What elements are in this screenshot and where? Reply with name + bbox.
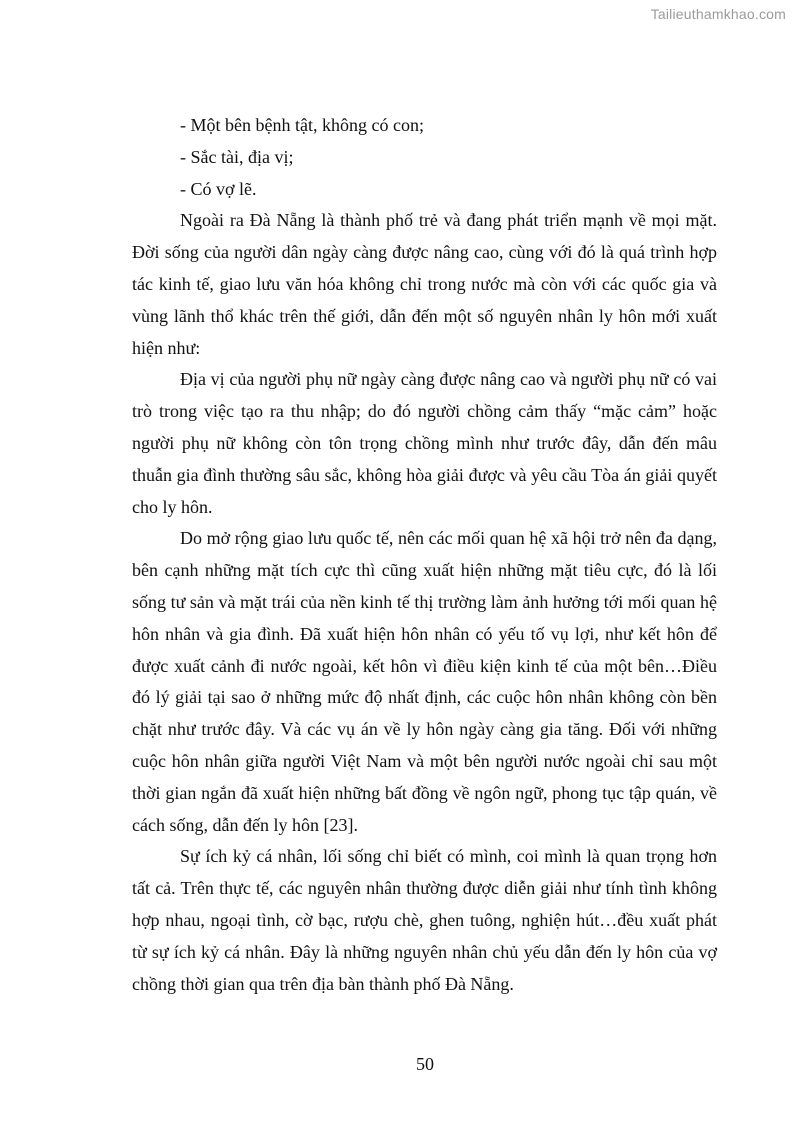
paragraph: Địa vị của người phụ nữ ngày càng được nâng cao và người phụ nữ có vai trò trong việc tạo ra thu nhập; do đó người chồng cảm thấy “mặc cảm” hoặc người phụ nữ không còn tôn trọng chồng mình như trước đây, dẫn đến mâu thuẫn gia đình thường sâu sắc, không hòa giải được và yêu cầu Tòa án giải quyết cho ly hôn. [132, 369, 717, 517]
paragraph: Ngoài ra Đà Nẵng là thành phố trẻ và đang phát triển mạnh về mọi mặt. Đời sống của người dân ngày càng được nâng cao, cùng với đó là quá trình hợp tác kinh tế, giao lưu văn hóa không chỉ trong nước mà còn với các quốc gia và vùng lãnh thổ khác trên thế giới, dẫn đến một số nguyên nhân ly hôn mới xuất hiện như: [132, 210, 717, 358]
page-number: 50 [416, 1054, 434, 1074]
paragraph: Do mở rộng giao lưu quốc tế, nên các mối quan hệ xã hội trở nên đa dạng, bên cạnh những mặt tích cực thì cũng xuất hiện những mặt tiêu cực, đó là lối sống tư sản và mặt trái của nền kinh tế thị trường làm ảnh hưởng tới mối quan hệ hôn nhân và gia đình. Đã xuất hiện hôn nhân có yếu tố vụ lợi, như kết hôn để được xuất cảnh đi nước ngoài, kết hôn vì điều kiện kinh tế của một bên…Điều đó lý giải tại sao ở những mức độ nhất định, các cuộc hôn nhân không còn bền chặt như trước đây. Và các vụ án về ly hôn ngày càng gia tăng. Đối với những cuộc hôn nhân giữa người Việt Nam và một bên người nước ngoài chỉ sau một thời gian ngắn đã xuất hiện những bất đồng về ngôn ngữ, phong tục tập quán, về cách sống, dẫn đến ly hôn [23]. [132, 528, 717, 835]
page-body [132, 110, 717, 1000]
bullet-item: - Một bên bệnh tật, không có con; [180, 115, 424, 135]
bullet-item: - Sắc tài, địa vị; [180, 146, 294, 167]
watermark: Tailieuthamkhao.com [650, 6, 786, 22]
paragraph: Sự ích kỷ cá nhân, lối sống chỉ biết có mình, coi mình là quan trọng hơn tất cả. Trên thực tế, các nguyên nhân thường được diễn giải như tính tình không hợp nhau, ngoại tình, cờ bạc, rượu chè, ghen tuông, nghiện hút…đều xuất phát từ sự ích kỷ cá nhân. Đây là những nguyên nhân chủ yếu dẫn đến ly hôn của vợ chồng thời gian qua trên địa bàn thành phố Đà Nẵng. [132, 846, 717, 994]
bullet-item: - Có vợ lẽ. [180, 178, 257, 199]
